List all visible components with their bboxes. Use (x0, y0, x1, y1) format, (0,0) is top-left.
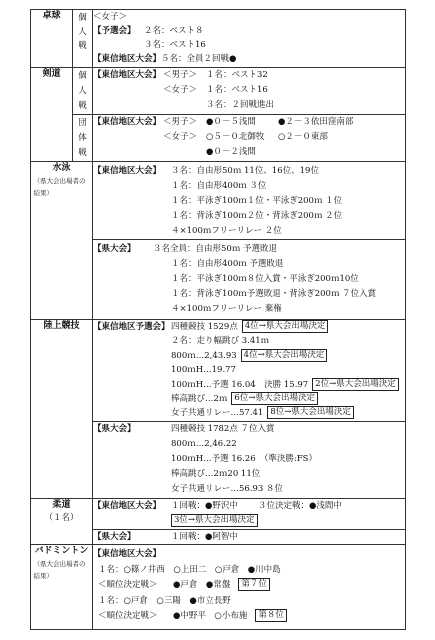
result-line (93, 530, 405, 544)
result-line (93, 145, 405, 160)
qualification-badge: 4位→県大会出場決定 (242, 320, 329, 333)
match-result: ３位決定戦：●浅間中 (258, 501, 342, 511)
event-label: 【予選会】 (93, 26, 136, 36)
result-text: 四種競技 1529点 (171, 322, 238, 332)
match-result: ●０－２浅間 (206, 147, 256, 157)
category-cell (31, 162, 93, 320)
match-result: １回戦：●野沢中 (171, 501, 238, 511)
match-result: ●０－５浅間 (206, 117, 256, 127)
result-line (93, 115, 405, 130)
category-note: （１名） (44, 513, 79, 523)
match-result: ○２－０東部 (278, 132, 328, 142)
event-label: 【東信地区大会】 (93, 54, 162, 64)
row-kendo-team (31, 115, 406, 162)
subcategory-cell (73, 10, 93, 68)
event-label: 【県大会】 (93, 532, 136, 542)
gender-label: ＜男子＞ (163, 117, 198, 127)
row-judo-district (31, 499, 406, 530)
result-line (93, 209, 405, 224)
event-label: 【東信地区大会】 (93, 501, 162, 511)
match-record: １名：○篠ノ井西 ○上田二 ○戸倉 ●川中島 (98, 564, 281, 575)
category-name: 卓球 (42, 11, 61, 21)
row-swimming-district (31, 162, 406, 240)
result-line (93, 130, 405, 145)
results-cell (93, 162, 406, 240)
match-record: １名：○戸倉 ○三陽 ●市立長野 (98, 595, 231, 606)
result-text: 800ｍ…2,46.22 (171, 439, 237, 449)
gender-label: ＜男子＞ (163, 70, 198, 80)
result-line (93, 68, 405, 83)
results-cell (93, 530, 406, 545)
gender-label: ＜女子＞ (163, 132, 198, 142)
result-text: １名：自由形400ｍ 予選敗退 (171, 259, 284, 269)
result-line (93, 378, 405, 392)
result-line (93, 52, 405, 66)
event-label: 【県大会】 (93, 424, 136, 434)
results-cell (93, 545, 406, 630)
result-text: ３名全員：自由形50ｍ 予選敗退 (153, 244, 278, 254)
result-line (93, 422, 405, 437)
result-line (93, 363, 405, 377)
category-name: バドミントン (34, 546, 89, 556)
rank-badge: 第７位 (238, 578, 270, 591)
results-table (30, 9, 406, 630)
row-badminton (31, 545, 406, 630)
result-line (93, 406, 405, 420)
result-line (93, 98, 405, 113)
result-text: ３名：自由形50ｍ 11位、16位、19位 (171, 166, 319, 176)
category-cell (31, 10, 73, 68)
category-cell (31, 320, 93, 499)
result-text: ５名：全員２回戦● (161, 54, 237, 64)
event-label: 【東信地区大会】 (93, 549, 162, 559)
playoff-result: ●戸倉 ●常盤 (173, 580, 231, 590)
result-line (93, 24, 405, 38)
category-cell (31, 499, 93, 545)
result-text: 女子共通リレー…57.41 (171, 408, 264, 419)
category-cell (31, 545, 93, 630)
result-line (93, 179, 405, 194)
playoff-label: ＜順位決定戦＞ (98, 611, 158, 621)
results-cell (93, 320, 406, 422)
result-text: １名：背泳ぎ100ｍ予選敗退・背泳ぎ200ｍ ７位入賞 (171, 289, 377, 299)
result-line (93, 83, 405, 98)
results-cell (93, 68, 406, 115)
result-line (93, 224, 405, 239)
result-line (93, 302, 405, 317)
category-note: （県大会出場者の結果） (33, 177, 86, 197)
row-table-tennis (31, 10, 406, 68)
category-name: 陸上競技 (43, 321, 80, 331)
result-text: 100ｍH…予選 16.04 決勝 15.97 (171, 379, 309, 390)
row-athletics-district (31, 320, 406, 422)
result-line (93, 547, 405, 563)
result-text: 100ｍH…予選 16.26 （準決勝:FS） (171, 454, 318, 464)
gender-label: ＜女子＞ (93, 12, 128, 22)
event-label: 【東信地区大会】 (93, 117, 162, 127)
qualification-badge: 4位→県大会出場決定 (241, 349, 328, 362)
subcategory-cell (73, 68, 93, 115)
result-line (93, 578, 405, 594)
result-line (93, 334, 405, 348)
result-text: ３名：ベスト16 (144, 40, 206, 50)
qualification-badge: 3位→県大会出場決定 (171, 514, 258, 527)
results-cell (93, 10, 406, 68)
result-line (93, 320, 405, 334)
result-text: ２名：走り幅跳び 3.41ｍ (171, 336, 270, 347)
event-label: 【東信地区予選会】 (93, 322, 170, 332)
category-name: 剣道 (42, 69, 61, 79)
qualification-badge: 2位→県大会出場決定 (312, 378, 399, 391)
qualification-badge: 6位→県大会出場決定 (231, 392, 318, 405)
qualification-badge: 8位→県大会出場決定 (267, 406, 354, 419)
result-text: 100ｍH…19.77 (171, 365, 236, 376)
result-text: ４×100ｍフリーリレー ２位 (171, 226, 282, 236)
row-kendo-individual (31, 68, 406, 115)
result-text: ２名：ベスト８ (144, 26, 204, 36)
results-cell (93, 422, 406, 499)
result-line (93, 392, 405, 406)
playoff-result: ●中野平 ○小布施 (173, 611, 248, 621)
subcategory-cell (73, 115, 93, 162)
category-name: 柔道 (52, 500, 71, 510)
result-text: １名：平泳ぎ100ｍ８位入賞・平泳ぎ200ｍ10位 (171, 274, 359, 284)
category-note: （県大会出場者の結果） (33, 560, 86, 580)
result-text: 四種競技 1782点 ７位入賞 (171, 424, 275, 434)
subcategory-label: 個人戦 (78, 71, 87, 111)
result-line (93, 467, 405, 482)
event-label: 【東信地区大会】 (93, 70, 162, 80)
result-line (93, 242, 405, 257)
rank-badge: 第８位 (255, 609, 287, 622)
result-text: １名：自由形400ｍ ３位 (171, 181, 267, 191)
result-line (93, 609, 405, 625)
result-text: 女子共通リレー…56.93 ８位 (171, 484, 284, 494)
result-line (93, 272, 405, 287)
result-line (93, 164, 405, 179)
result-text: 棒高跳び…2ｍ20 11位 (171, 469, 261, 479)
result-line (93, 452, 405, 467)
match-result: ●２－３依田窪南部 (278, 117, 354, 127)
result-text: １名：ベスト16 (206, 85, 268, 95)
event-label: 【東信地区大会】 (93, 166, 162, 176)
result-line (93, 10, 405, 24)
result-text: ４×100ｍフリーリレー 棄権 (171, 304, 282, 314)
result-line (93, 194, 405, 209)
match-result: ○５－０北御牧 (206, 132, 265, 142)
result-line (93, 594, 405, 610)
category-name: 水泳 (52, 163, 71, 173)
result-line (93, 38, 405, 52)
result-text: 棒高跳び…2ｍ (171, 393, 228, 404)
result-line (93, 349, 405, 363)
match-result: １回戦：●阿智中 (171, 532, 238, 542)
result-line (93, 287, 405, 302)
result-line (93, 437, 405, 452)
results-cell (93, 115, 406, 162)
result-line (93, 482, 405, 497)
result-line (93, 514, 405, 529)
results-cell (93, 499, 406, 530)
event-label: 【県大会】 (93, 244, 136, 254)
result-text: １名：平泳ぎ100ｍ１位・平泳ぎ200ｍ １位 (171, 196, 343, 206)
result-text: 800ｍ…2,43.93 (171, 350, 237, 361)
result-line (93, 499, 405, 514)
gender-label: ＜女子＞ (163, 85, 198, 95)
subcategory-label: 団体戦 (78, 118, 87, 158)
results-cell (93, 240, 406, 320)
result-text: １名：背泳ぎ100ｍ２位・背泳ぎ200ｍ ２位 (171, 211, 343, 221)
category-cell (31, 68, 73, 162)
result-line (93, 563, 405, 579)
subcategory-label: 個人戦 (78, 13, 87, 51)
result-text: １名：ベスト32 (206, 70, 268, 80)
result-line (93, 257, 405, 272)
result-text: ３名：２回戦進出 (206, 100, 275, 110)
playoff-label: ＜順位決定戦＞ (98, 580, 158, 590)
